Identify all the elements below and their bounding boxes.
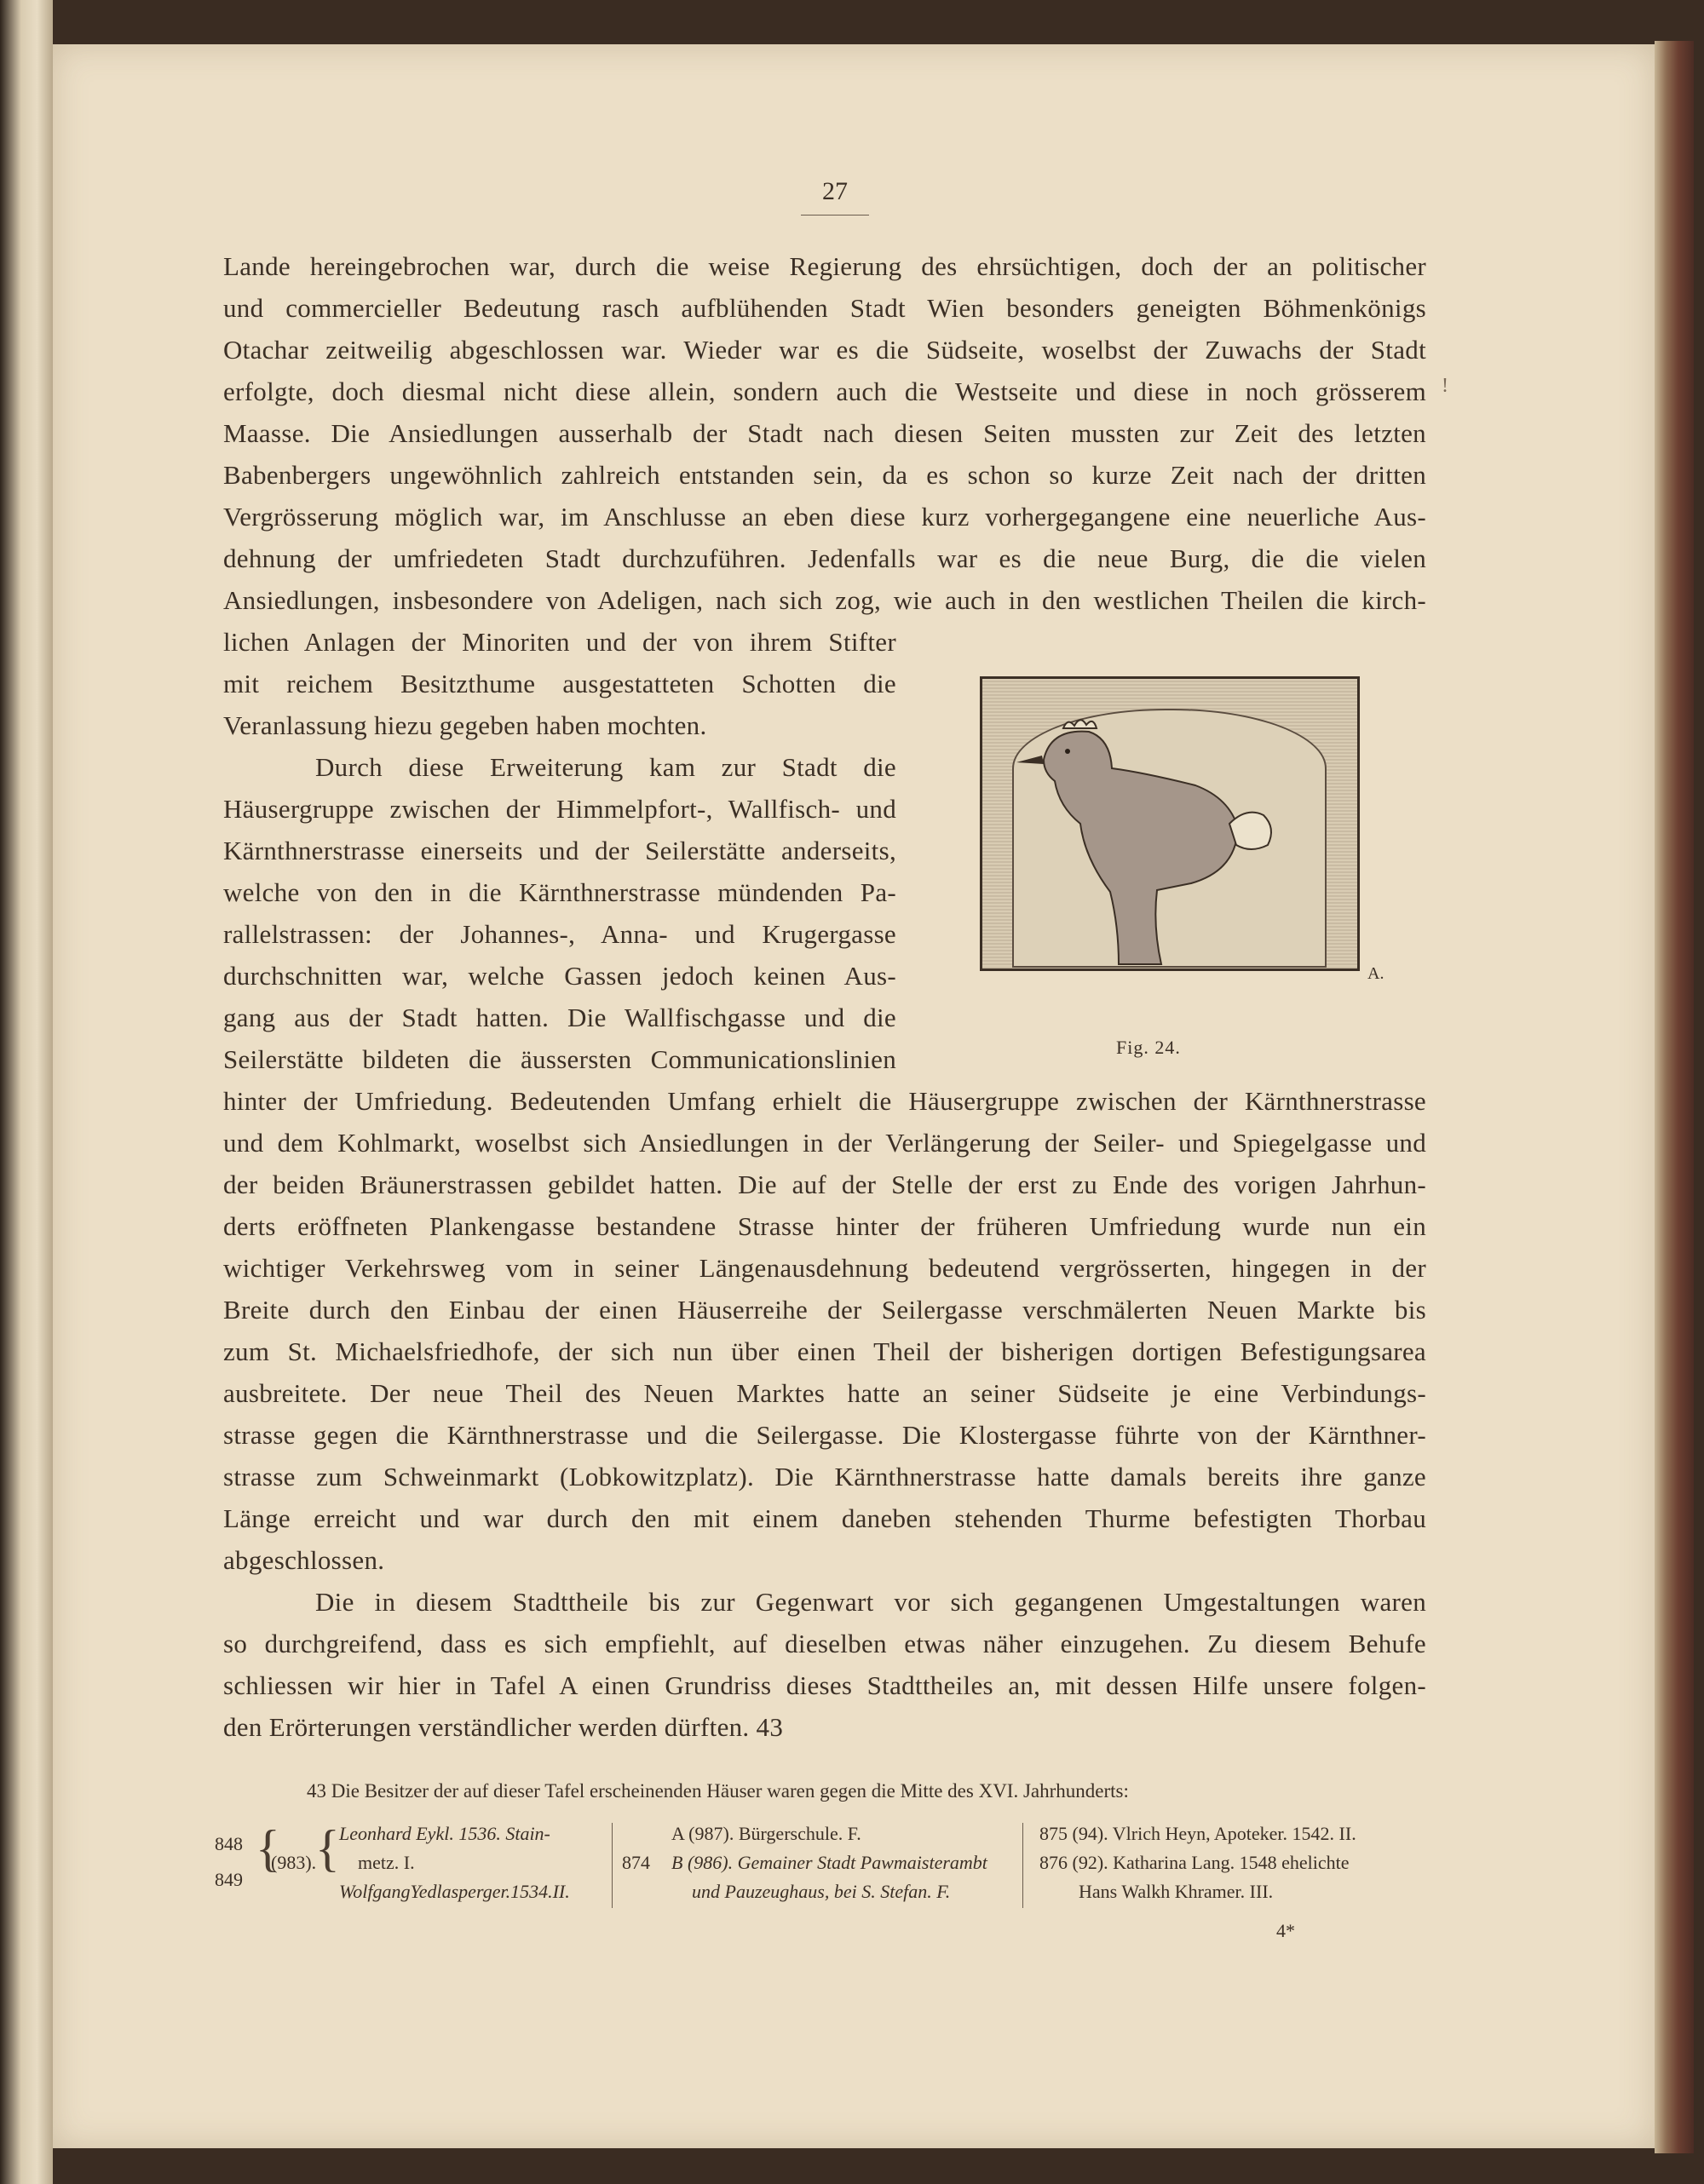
column-divider	[612, 1823, 613, 1908]
footnote-separator	[223, 1738, 1426, 1739]
text-line: strasse gegen die Kärnthnerstrasse und die Seilergasse. Die Klostergasse führte von der Kärnthner-	[223, 1420, 1426, 1450]
footnote-intro: 43 Die Besitzer der auf dieser Tafel erscheinenden Häuser waren gegen die Mitte des XVI. Jahrhunderts:	[307, 1780, 1129, 1802]
footnote-number-849: 849	[215, 1869, 243, 1890]
footnote-entry: metz. I.	[358, 1852, 415, 1873]
text-line: strasse zum Schweinmarkt (Lobkowitzplatz). Die Kärnthnerstrasse hatte damals bereits ihre ganze	[223, 1462, 1426, 1491]
text-line: Lande hereingebrochen war, durch die weise Regierung des ehrsüchtigen, doch der an politischer	[223, 251, 1426, 281]
brace-symbol: {	[315, 1820, 340, 1877]
text-line: Ansiedlungen, insbesondere von Adeligen, nach sich zog, wie auch in den westlichen Theilen die kirch-	[223, 585, 1426, 615]
text-line: der beiden Bräunerstrassen gebildet hatten. Die auf der Stelle der erst zu Ende des vorigen Jahrhun-	[223, 1170, 1426, 1199]
text-line: den Erörterungen verständlicher werden dürften. 43	[223, 1712, 784, 1742]
text-line: Durch diese Erweiterung kam zur Stadt die	[315, 752, 896, 782]
figure-caption: Fig. 24.	[1116, 1037, 1181, 1058]
text-line: schliessen wir hier in Tafel A einen Grundriss dieses Stadttheiles an, mit dessen Hilfe unsere folgen-	[223, 1670, 1426, 1700]
text-line: und commercieller Bedeutung rasch aufblühenden Stadt Wien besonders geneigten Böhmenkönigs	[223, 293, 1426, 323]
text-line: lichen Anlagen der Minoriten und der von ihrem Stifter	[223, 627, 896, 657]
footnote-entry: Leonhard Eykl. 1536. Stain-	[339, 1823, 550, 1844]
text-line: zum St. Michaelsfriedhofe, der sich nun über einen Theil der bisherigen dortigen Befestigungsarea	[223, 1336, 1426, 1366]
text-line: Länge erreicht und war durch den mit einem daneben stehenden Thurme befestigten Thorbau	[223, 1503, 1426, 1533]
footnote-entry: 875 (94). Vlrich Heyn, Apoteker. 1542. II.	[1039, 1823, 1356, 1844]
signature-mark: 4*	[1276, 1920, 1295, 1941]
book-edge-right	[1655, 41, 1694, 2153]
text-line: wichtiger Verkehrsweg vom in seiner Längenausdehnung bedeutend vergrösserten, hingegen in der	[223, 1253, 1426, 1283]
book-spine-left	[0, 0, 53, 2184]
footnote-entry: WolfgangYedlasperger.1534.II.	[339, 1881, 570, 1902]
text-line: hinter der Umfriedung. Bedeutenden Umfang erhielt die Häusergruppe zwischen der Kärnthnerstrasse	[223, 1086, 1426, 1116]
footnote-entry: B (986). Gemainer Stadt Pawmaisterambt	[671, 1852, 987, 1873]
text-line: abgeschlossen.	[223, 1545, 385, 1575]
text-line: ausbreitete. Der neue Theil des Neuen Marktes hatte an seiner Südseite je eine Verbindungs-	[223, 1378, 1426, 1408]
text-line: Breite durch den Einbau der einen Häuserreihe der Seilergasse verschmälerten Neuen Markte bis	[223, 1295, 1426, 1325]
text-line: Babenbergers ungewöhnlich zahlreich entstanden sein, da es schon so kurze Zeit nach der dritten	[223, 460, 1426, 490]
text-line: rallelstrassen: der Johannes-, Anna- und Krugergasse	[223, 919, 896, 949]
column-divider	[1022, 1823, 1023, 1908]
footnote-entry: Hans Walkh Khramer. III.	[1079, 1881, 1274, 1902]
footnote-number-874: 874	[622, 1852, 650, 1873]
text-line: erfolgte, doch diesmal nicht diese allein, sondern auch die Westseite und diese in noch grösserem	[223, 376, 1426, 406]
text-line: gang aus der Stadt hatten. Die Wallfischgasse und die	[223, 1003, 896, 1032]
footnote-entry: und Pauzeughaus, bei S. Stefan. F.	[692, 1881, 951, 1902]
figure-artist-mark: A.	[1367, 964, 1384, 983]
text-line: Veranlassung hiezu gegeben haben mochten.	[223, 710, 707, 740]
page-number: 27	[801, 177, 869, 216]
footnote-number-848: 848	[215, 1833, 243, 1854]
text-line: und dem Kohlmarkt, woselbst sich Ansiedlungen in der Verlängerung der Seiler- und Spiegelgasse und	[223, 1128, 1426, 1158]
figure-24	[912, 641, 1423, 1058]
footnote-entry: 876 (92). Katharina Lang. 1548 ehelichte	[1039, 1852, 1350, 1873]
brace-symbol: {	[256, 1820, 280, 1877]
footnote-ref: (983).	[271, 1852, 317, 1873]
text-line: Häusergruppe zwischen der Himmelpfort-, Wallfisch- und	[223, 794, 896, 824]
text-line: Seilerstätte bildeten die äussersten Communicationslinien	[223, 1044, 896, 1074]
footnote-entry: A (987). Bürgerschule. F.	[671, 1823, 861, 1844]
text-line: welche von den in die Kärnthnerstrasse mündenden Pa-	[223, 877, 896, 907]
text-line: mit reichem Besitzthume ausgestatteten Schotten die	[223, 669, 896, 698]
bird-sculpture-illustration	[982, 679, 1357, 968]
text-line: dehnung der umfriedeten Stadt durchzuführen. Jedenfalls war es die neue Burg, die die vielen	[223, 543, 1426, 573]
text-line: Die in diesem Stadttheile bis zur Gegenwart vor sich gegangenen Umgestaltungen waren	[315, 1587, 1426, 1617]
text-line: durchschnitten war, welche Gassen jedoch keinen Aus-	[223, 961, 896, 991]
text-line: Vergrösserung möglich war, im Anschlusse an eben diese kurz vorhergegangene eine neuerliche Aus-	[223, 502, 1426, 532]
text-line: Maasse. Die Ansiedlungen ausserhalb der Stadt nach diesen Seiten mussten zur Zeit des letzten	[223, 418, 1426, 448]
text-line: Kärnthnerstrasse einerseits und der Seilerstätte anderseits,	[223, 836, 896, 865]
text-line: so durchgreifend, dass es sich empfiehlt, auf dieselben etwas näher einzugehen. Zu diesem Behufe	[223, 1629, 1426, 1658]
figure-frame	[980, 676, 1360, 971]
text-line: Otachar zeitweilig abgeschlossen war. Wieder war es die Südseite, woselbst der Zuwachs der Stadt	[223, 335, 1426, 365]
text-line: derts eröffneten Plankengasse bestandene Strasse hinter der früheren Umfriedung wurde nun ein	[223, 1211, 1426, 1241]
margin-pencil-mark: !	[1442, 375, 1448, 397]
